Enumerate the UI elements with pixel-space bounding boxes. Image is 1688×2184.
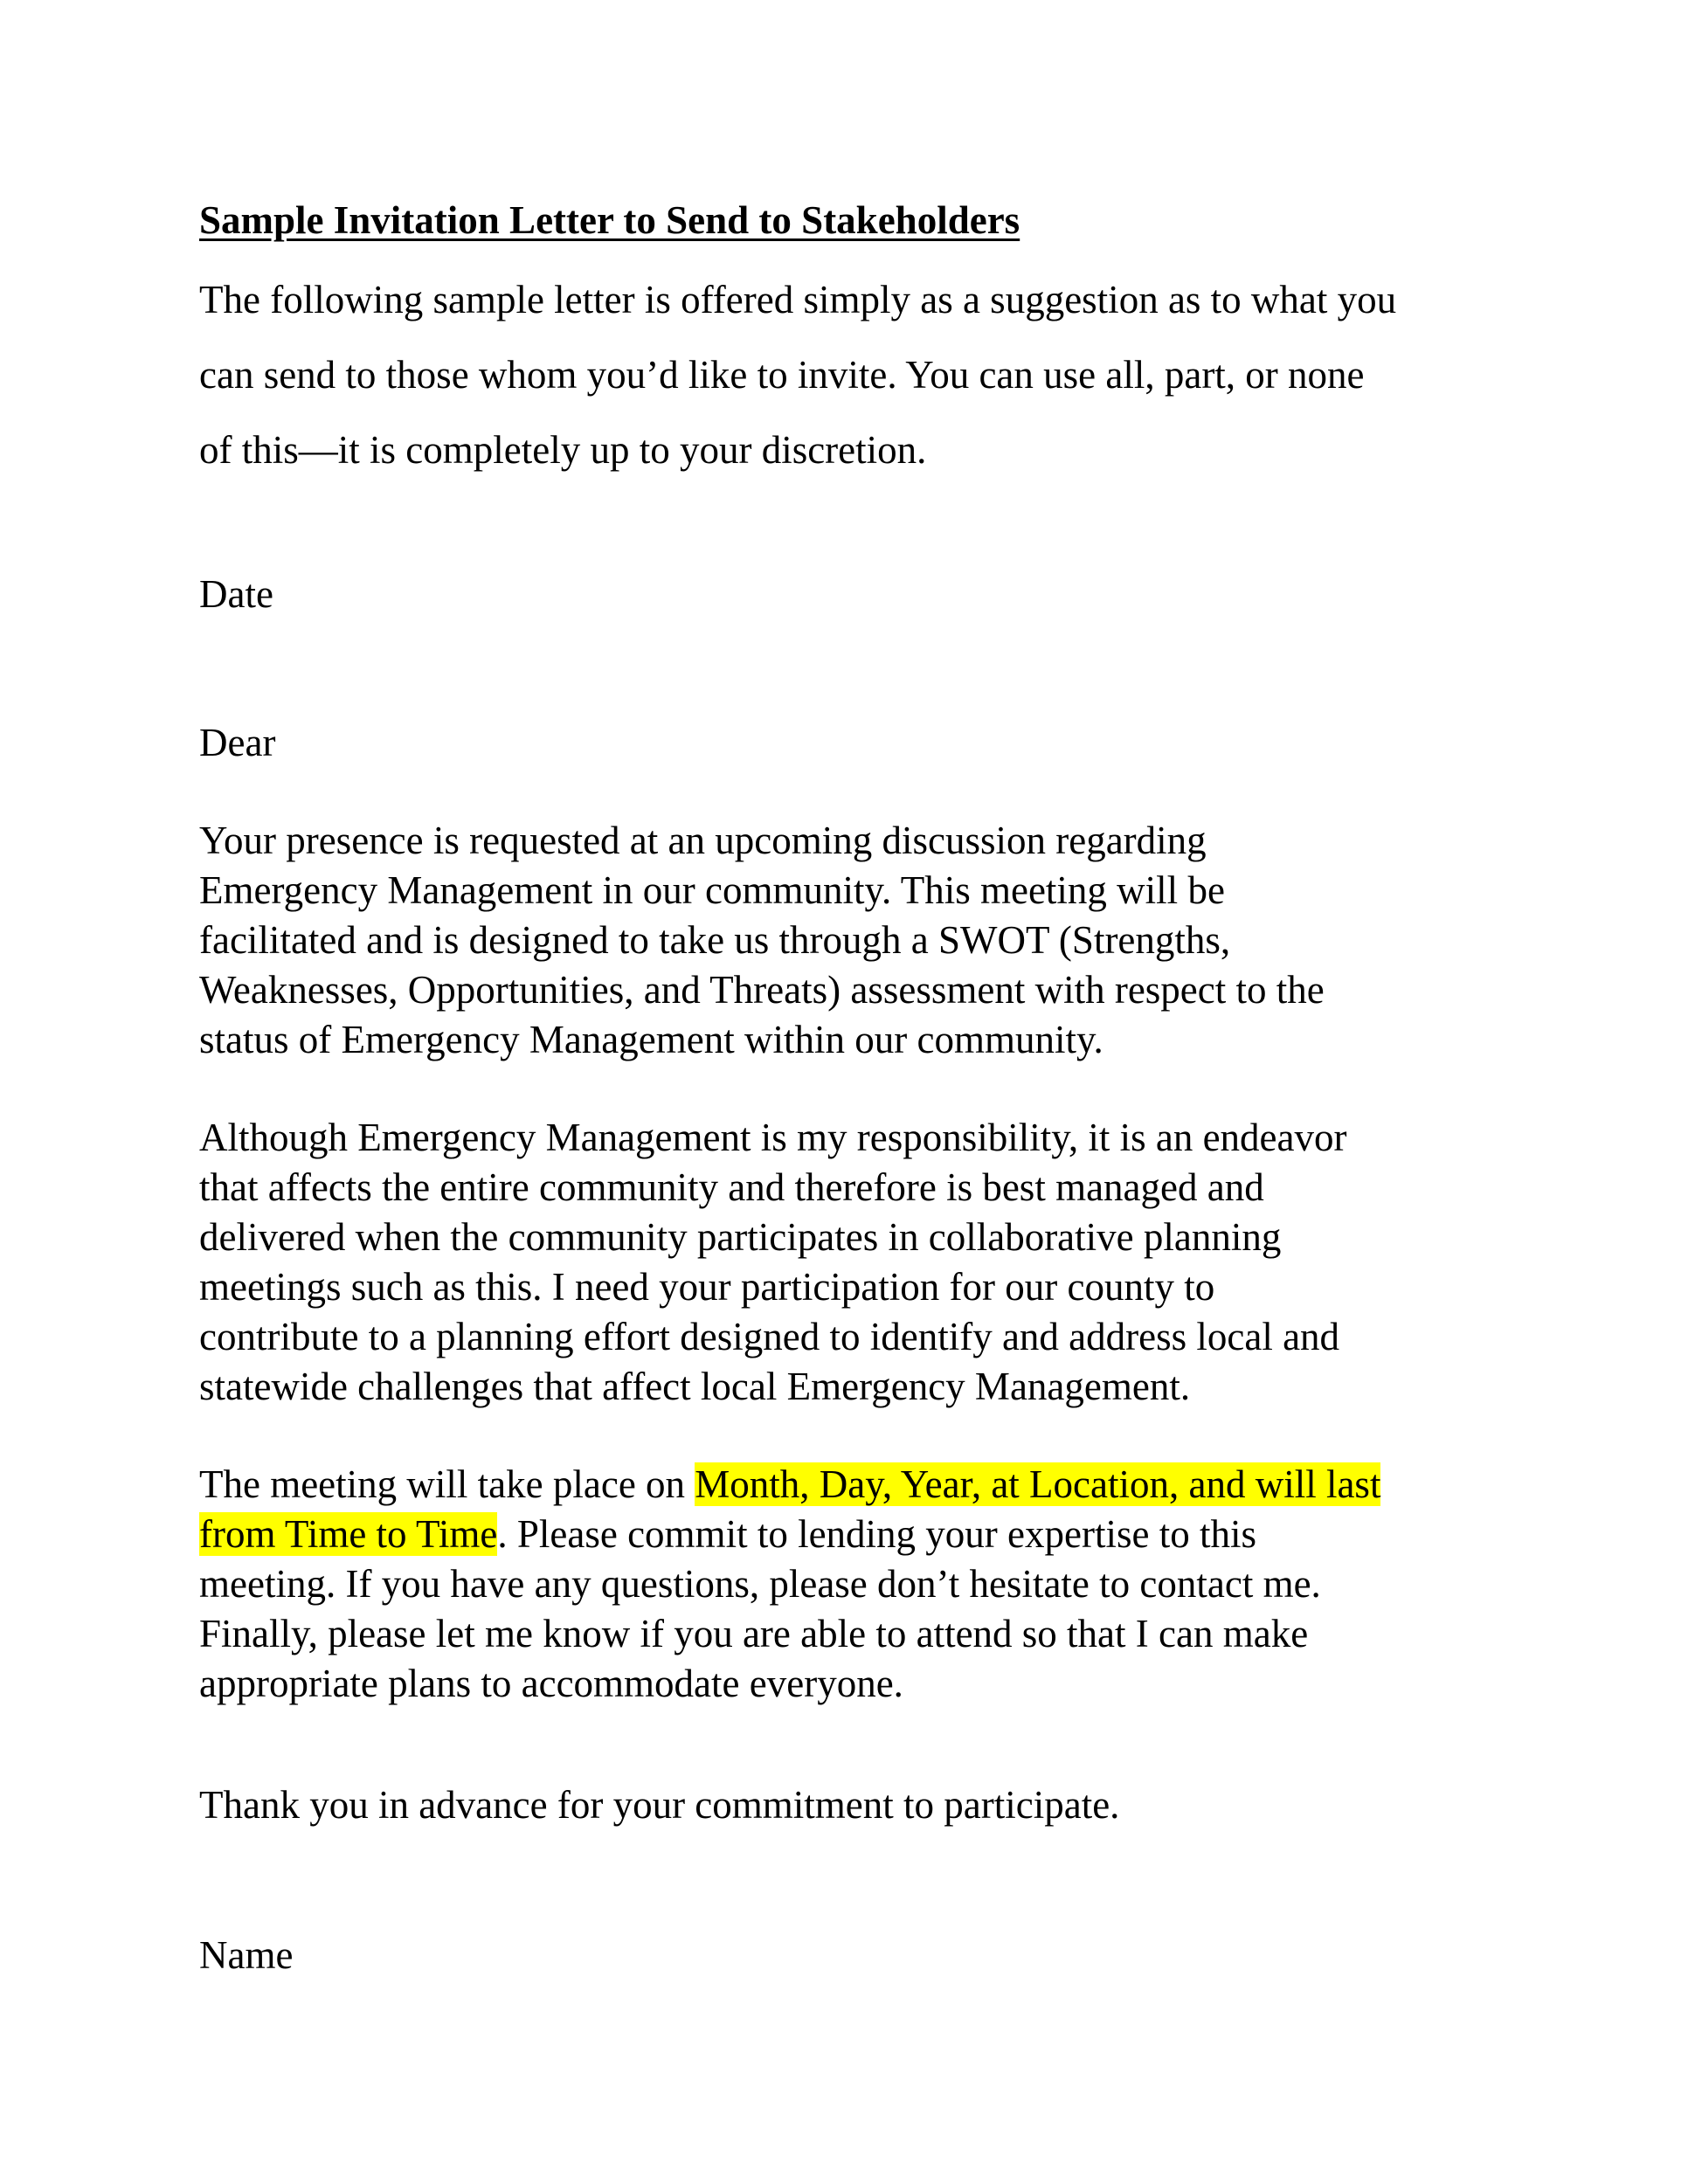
paragraph-line: Emergency Management in our community. This meeting will be bbox=[199, 868, 1225, 912]
body-paragraph-3 bbox=[199, 1460, 1527, 1709]
paragraph-line bbox=[199, 1510, 1527, 1559]
salutation: Dear bbox=[199, 721, 276, 764]
paragraph-text: The meeting will take place on bbox=[199, 1462, 695, 1506]
paragraph-line: statewide challenges that affect local Emergency Management. bbox=[199, 1365, 1191, 1408]
paragraph-line: meetings such as this. I need your participation for our county to bbox=[199, 1265, 1215, 1309]
date-placeholder: Date bbox=[199, 572, 273, 616]
document-title: Sample Invitation Letter to Send to Stakeholders bbox=[199, 198, 1020, 242]
paragraph-line: Your presence is requested at an upcoming discussion regarding bbox=[199, 819, 1207, 862]
paragraph-line bbox=[199, 1460, 1527, 1510]
highlighted-placeholder: Month, Day, Year, at Location, and will last bbox=[695, 1462, 1381, 1506]
paragraph-line: appropriate plans to accommodate everyone. bbox=[199, 1662, 903, 1705]
paragraph-line: Finally, please let me know if you are able to attend so that I can make bbox=[199, 1612, 1309, 1655]
paragraph-line: that affects the entire community and therefore is best managed and bbox=[199, 1165, 1264, 1209]
intro-line: The following sample letter is offered simply as a suggestion as to what you bbox=[199, 278, 1397, 321]
intro-line: of this—it is completely up to your discretion. bbox=[199, 428, 927, 472]
paragraph-line: meeting. If you have any questions, please don’t hesitate to contact me. bbox=[199, 1562, 1321, 1606]
paragraph-line: status of Emergency Management within our community. bbox=[199, 1018, 1103, 1061]
closing-line: Thank you in advance for your commitment to participate. bbox=[199, 1783, 1120, 1827]
highlighted-placeholder: from Time to Time bbox=[199, 1512, 498, 1556]
signature-placeholder: Name bbox=[199, 1933, 294, 1977]
paragraph-text: . Please commit to lending your expertise to this bbox=[497, 1512, 1256, 1556]
intro-paragraph bbox=[199, 262, 1510, 487]
body-paragraph-2 bbox=[199, 1113, 1527, 1412]
paragraph-line: Although Emergency Management is my responsibility, it is an endeavor bbox=[199, 1116, 1347, 1159]
paragraph-line: Weaknesses, Opportunities, and Threats) assessment with respect to the bbox=[199, 968, 1325, 1012]
body-paragraph-1 bbox=[199, 816, 1527, 1065]
paragraph-line: delivered when the community participates in collaborative planning bbox=[199, 1215, 1282, 1259]
paragraph-line: contribute to a planning effort designed to identify and address local and bbox=[199, 1315, 1340, 1358]
paragraph-line: facilitated and is designed to take us through a SWOT (Strengths, bbox=[199, 918, 1231, 962]
intro-line: can send to those whom you’d like to invite. You can use all, part, or none bbox=[199, 353, 1365, 397]
